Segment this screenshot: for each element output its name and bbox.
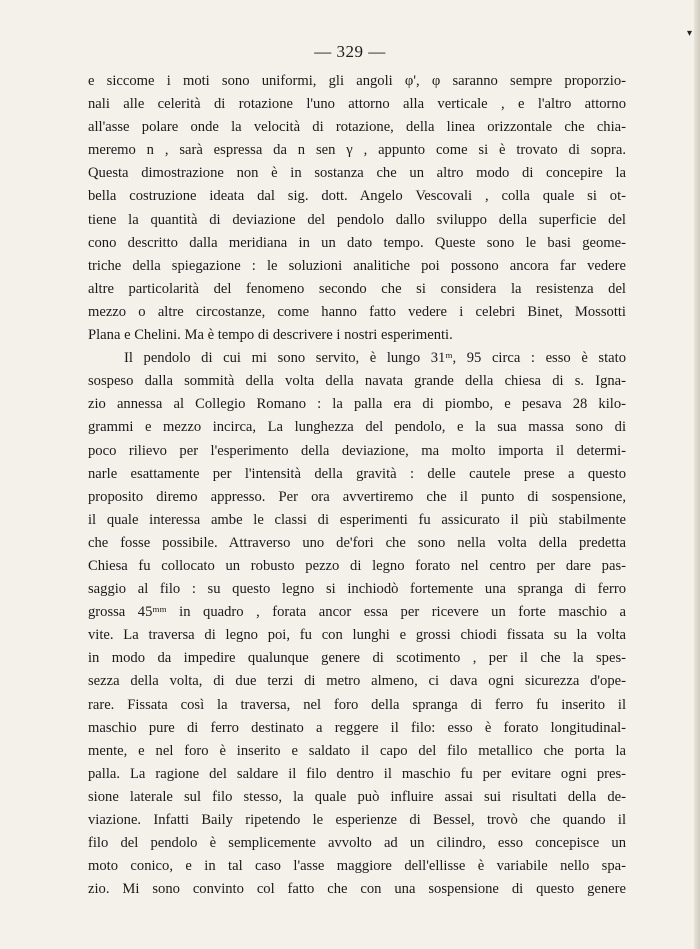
text-line: sezza della volta, di due terzi di metro almeno, ci dava ogni sicurezza d'ope- [88,673,626,690]
text-line: altre particolarità del fenomeno secondo che si considera la resistenza del [88,280,626,297]
text-line: proposito diremo appresso. Per ora avvertiremo che il punto di sospensione, [88,488,626,505]
corner-mark: ▾ [686,28,692,39]
text-line: triche della spiegazione : le soluzioni analitiche poi possono ancora far vedere [88,257,626,274]
text-line: rare. Fissata così la traversa, nel foro della spranga di ferro fu inserito il [88,696,626,713]
text-line: Chiesa fu collocato un robusto pezzo di legno forato nel centro per dare pas- [88,557,626,574]
page-number: — 329 — [314,42,386,61]
text-line: che fosse possibile. Attraverso uno de'fori che sono nella volta della predetta [88,534,626,551]
body-text [88,70,626,901]
text-line: meremo n , sarà espressa da n sen γ , appunto come si è trovato di sopra. [88,142,626,159]
text-line: maschio pure di ferro destinato a reggere il filo: esso è forato longitudinal- [88,719,626,736]
text-line: vite. La traversa di legno poi, fu con lunghi e grossi chiodi fissata su la volta [88,627,626,644]
text-line: narle esattamente per l'intensità della gravità : delle cautele prese a questo [88,465,626,482]
text-line: il quale interessa ambe le classi di esperimenti fu assicurato il più stabilmente [88,511,626,528]
text-line: filo del pendolo è semplicemente avvolto ad un cilindro, esso concepisce un [88,835,626,852]
text-line: mezzo o altre circostanze, come hanno fatto vedere i celebri Binet, Mossotti [88,303,626,320]
text-line: cono descritto dalla meridiana in un dato tempo. Queste sono le basi geome- [88,234,626,251]
text-line-indented: Il pendolo di cui mi sono servito, è lungo 31ᵐ, 95 circa : esso è stato [124,350,626,367]
text-line: bella costruzione ideata dal sig. dott. Angelo Vescovali , colla quale si ot- [88,188,626,205]
text-line: e siccome i moti sono uniformi, gli angoli φ', φ saranno sempre proporzio- [88,73,626,89]
text-line: zio. Mi sono convinto col fatto che con una sospensione di questo genere [88,881,626,898]
text-line: nali alle celerità di rotazione l'uno attorno alla verticale , e l'altro attorno [88,96,626,113]
page-edge [694,0,700,949]
text-line: sione laterale sul filo stesso, la quale può influire assai sui risultati della de- [88,788,626,805]
text-line: saggio al filo : su questo legno si inchiodò fortemente una spranga di ferro [88,581,626,598]
text-line: moto conico, e in tal caso l'asse maggiore dell'ellisse è variabile nello spa- [88,858,626,875]
text-line: mente, e nel foro è inserito e saldato il capo del filo metallico che porta la [88,742,626,759]
text-line: tiene la quantità di deviazione del pendolo dallo sviluppo della superficie del [88,211,626,228]
text-line: poco rilievo per l'esperimento della deviazione, ma molto importa il determi- [88,442,626,459]
text-line: Plana e Chelini. Ma è tempo di descrivere i nostri esperimenti. [88,327,453,344]
text-line: grammi e mezzo incirca, La lunghezza del pendolo, e la sua massa sono di [88,419,626,436]
text-line: Questa dimostrazione non è in sostanza che un altro modo di concepire la [88,165,626,182]
text-line: all'asse polare onde la velocità di rotazione, della linea orizzontale che chia- [88,119,626,136]
text-line: grossa 45ᵐᵐ in quadro , forata ancor essa per ricevere un forte maschio a [88,604,626,621]
text-line: zio annessa al Collegio Romano : la palla era di piombo, e pesava 28 kilo- [88,396,626,413]
text-line: viazione. Infatti Baily ripetendo le esperienze di Bessel, trovò che quando il [88,812,626,828]
text-line: in modo da impedire qualunque genere di scotimento , per il che la spes- [88,650,626,667]
text-line: palla. La ragione del saldare il filo dentro il maschio fu per evitare ogni pres- [88,765,626,782]
text-line: sospeso dalla sommità della volta della navata grande della chiesa di s. Igna- [88,373,626,390]
